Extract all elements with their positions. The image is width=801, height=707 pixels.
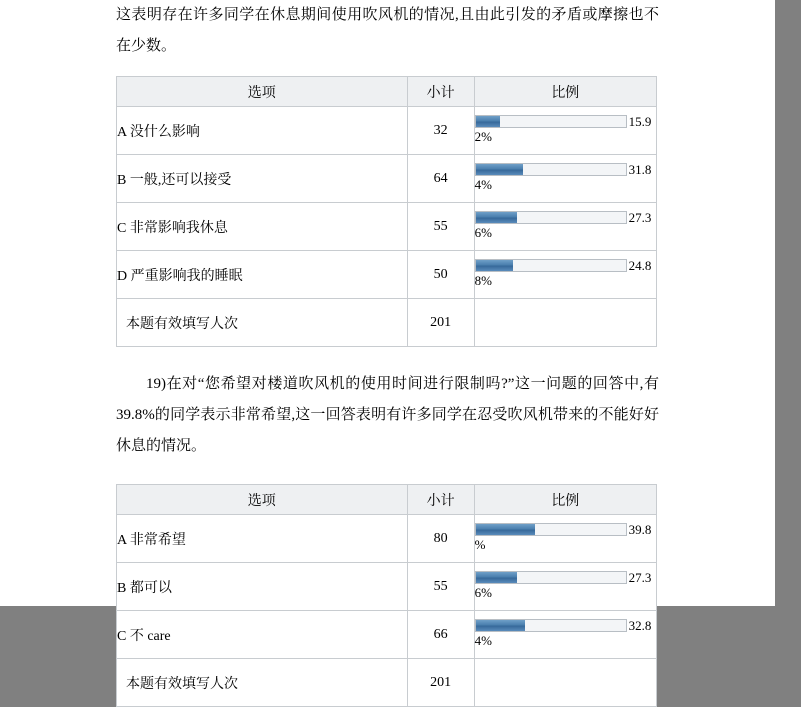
ratio-percent-head: 27.3	[628, 210, 652, 225]
ratio-percent-tail: 4%	[474, 177, 492, 192]
ratio-bar-track	[475, 211, 627, 224]
option-label-text: C 不 care	[117, 628, 171, 644]
ratio-percent-head: 39.8	[628, 522, 652, 537]
spacer	[116, 462, 659, 484]
ratio-bar-track	[475, 619, 627, 632]
option-count: 55	[407, 203, 474, 251]
ratio-percent-head: 24.8	[628, 258, 652, 273]
option-label	[117, 611, 408, 659]
spacer	[116, 347, 659, 369]
ratio-bar-track	[475, 523, 627, 536]
table-row	[117, 203, 657, 251]
survey-table-1	[116, 76, 657, 347]
table-header-row	[117, 77, 657, 107]
survey-table-2	[116, 484, 657, 707]
ratio-bar-track	[475, 571, 627, 584]
total-ratio-empty	[474, 299, 656, 347]
option-label: D 严重影响我的睡眠	[117, 251, 408, 299]
ratio-percent-tail: %	[474, 537, 486, 552]
option-label: C 非常影响我休息	[117, 203, 408, 251]
ratio-percent-tail: 4%	[474, 633, 492, 648]
option-count: 32	[407, 107, 474, 155]
column-header-count: 小计	[407, 485, 474, 515]
option-count: 80	[407, 515, 474, 563]
ratio-percent-tail: 6%	[474, 585, 492, 600]
ratio-percent-head: 15.9	[628, 114, 652, 129]
option-ratio	[474, 515, 656, 563]
column-header-ratio: 比例	[474, 77, 656, 107]
ratio-percent-tail: 2%	[474, 129, 492, 144]
ratio-bar-fill	[476, 116, 500, 127]
column-header-option: 选项	[117, 77, 408, 107]
table-row	[117, 515, 657, 563]
table-row	[117, 107, 657, 155]
page-margin-background	[775, 0, 801, 606]
ratio-bar-fill	[476, 572, 517, 583]
table-total-row	[117, 659, 657, 707]
ratio-bar-fill	[476, 620, 525, 631]
option-count: 55	[407, 563, 474, 611]
ratio-percent-head: 32.8	[628, 618, 652, 633]
table-row	[117, 563, 657, 611]
ratio-percent-tail: 8%	[474, 273, 492, 288]
column-header-ratio: 比例	[474, 485, 656, 515]
total-ratio-empty	[474, 659, 656, 707]
ratio-bar-fill	[476, 164, 524, 175]
option-label: A 没什么影响	[117, 107, 408, 155]
option-ratio	[474, 251, 656, 299]
ratio-bar-fill	[476, 524, 536, 535]
option-count: 64	[407, 155, 474, 203]
total-count: 201	[407, 299, 474, 347]
ratio-bar-fill	[476, 260, 513, 271]
total-label: 本题有效填写人次	[117, 659, 408, 707]
paragraph-intro-1: 这表明存在许多同学在休息期间使用吹风机的情况,且由此引发的矛盾或摩擦也不在少数。	[116, 7, 659, 54]
option-ratio	[474, 563, 656, 611]
table-header-row	[117, 485, 657, 515]
column-header-option: 选项	[117, 485, 408, 515]
spacer	[116, 62, 659, 76]
option-count: 50	[407, 251, 474, 299]
paragraph-intro-2: 19)在对“您希望对楼道吹风机的使用时间进行限制吗?”这一问题的回答中,有 39.8%的同学表示非常希望,这一回答表明有许多同学在忍受吹风机带来的不能好好休息的情况。	[116, 376, 659, 454]
total-label: 本题有效填写人次	[117, 299, 408, 347]
ratio-bar-track	[475, 259, 627, 272]
ratio-bar-track	[475, 163, 627, 176]
ratio-percent-tail: 6%	[474, 225, 492, 240]
option-count: 66	[407, 611, 474, 659]
column-header-count: 小计	[407, 77, 474, 107]
ratio-percent-head: 27.3	[628, 570, 652, 585]
ratio-bar-track	[475, 115, 627, 128]
option-ratio	[474, 155, 656, 203]
table-row	[117, 611, 657, 659]
ratio-percent-head: 31.8	[628, 162, 652, 177]
table-row	[117, 155, 657, 203]
table-total-row	[117, 299, 657, 347]
option-ratio	[474, 107, 656, 155]
option-label: B 一般,还可以接受	[117, 155, 408, 203]
table-row	[117, 251, 657, 299]
option-label: A 非常希望	[117, 515, 408, 563]
option-ratio	[474, 203, 656, 251]
ratio-bar-fill	[476, 212, 517, 223]
total-count: 201	[407, 659, 474, 707]
option-label: B 都可以	[117, 563, 408, 611]
option-ratio	[474, 611, 656, 659]
